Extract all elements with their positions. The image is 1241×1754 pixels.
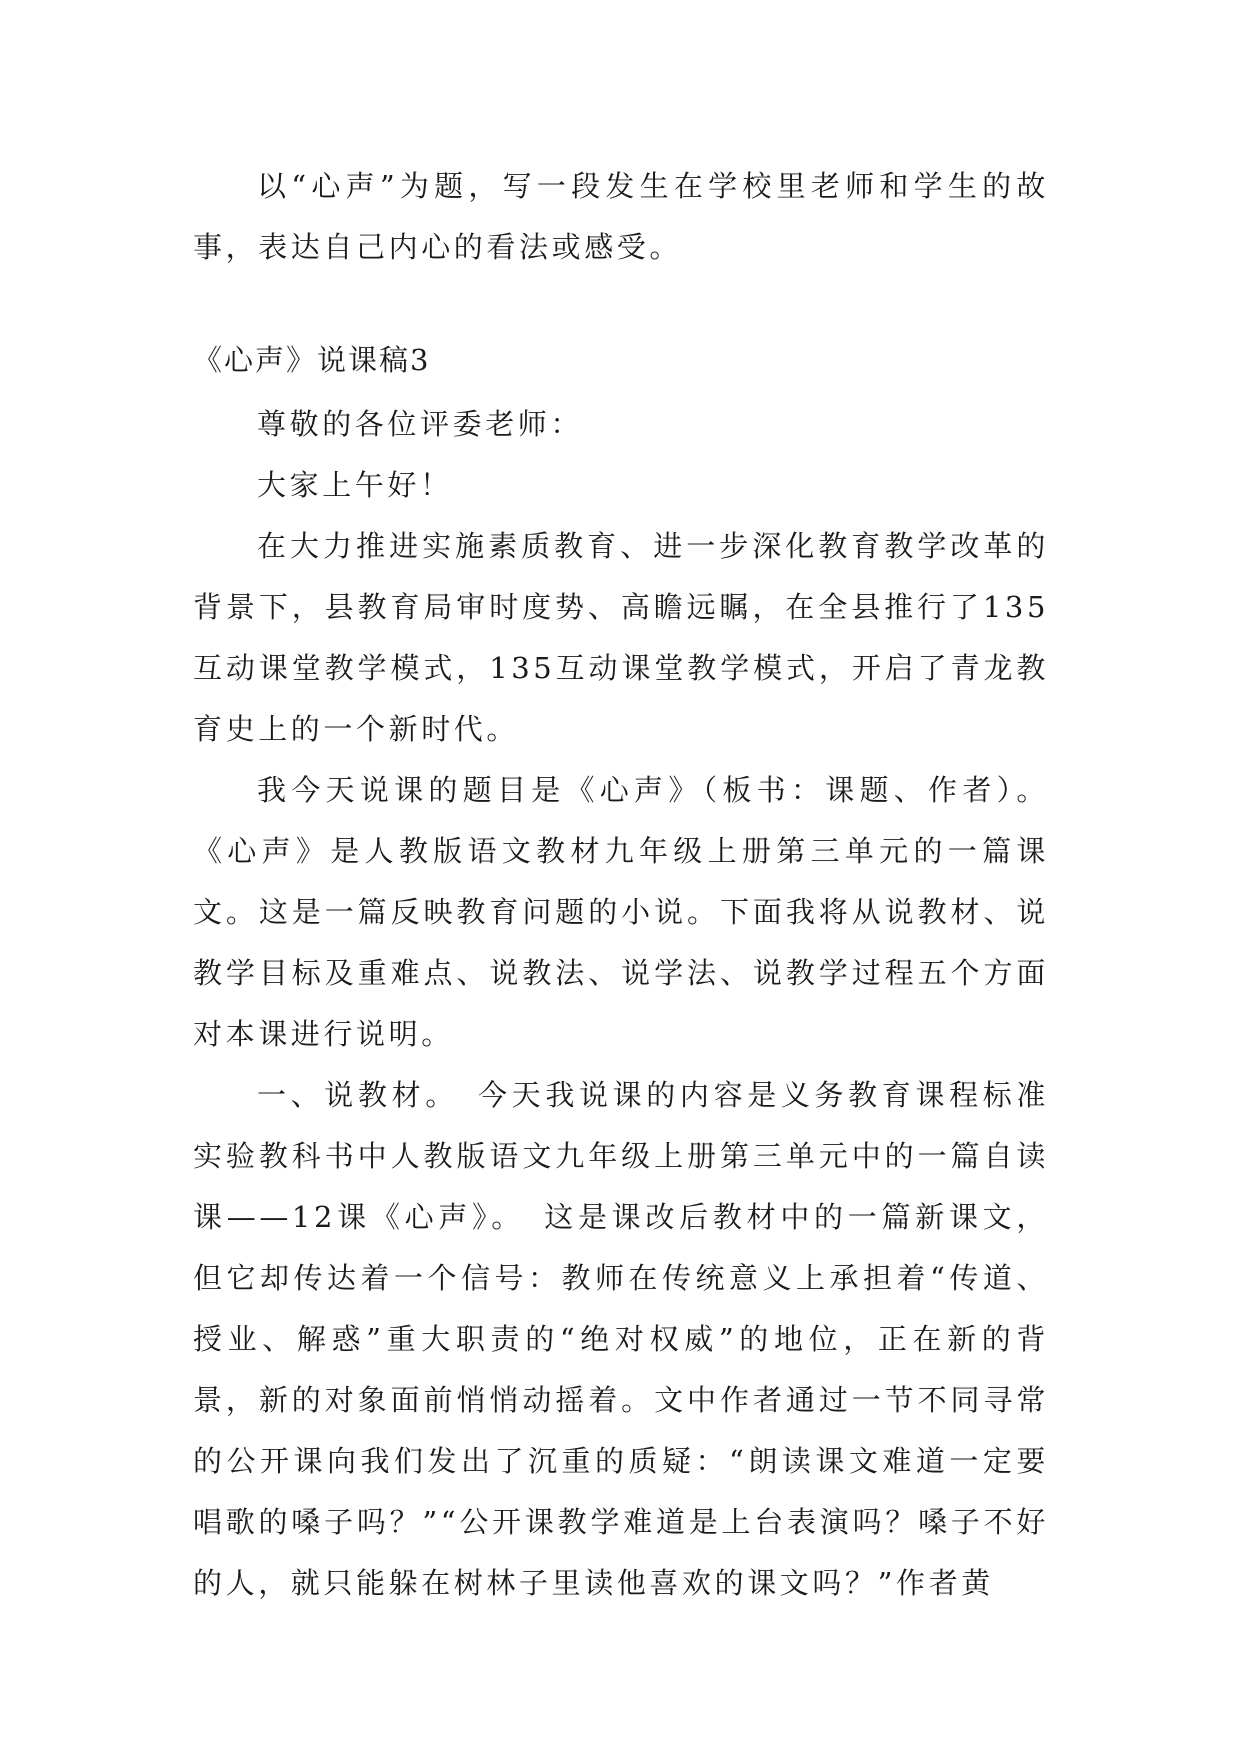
section-body <box>193 394 1049 1614</box>
salutation-paragraph: 尊敬的各位评委老师： <box>257 407 584 441</box>
intro-paragraph: 以“心声”为题，写一段发生在学校里老师和学生的故事，表达自己内心的看法或感受。 <box>193 169 1049 264</box>
section-title: 《心声》说课稿3 <box>193 343 431 377</box>
topic-paragraph: 我今天说课的题目是《心声》（板书：课题、作者）。《心声》是人教版语文教材九年级上册第三单元的一篇课文。这是一篇反映教育问题的小说。下面我将从说教材、说教学目标及重难点、说教法、说学法、说教学过程五个方面对本课进行说明。 <box>193 773 1049 1051</box>
background-paragraph: 在大力推进实施素质教育、进一步深化教育教学改革的背景下，县教育局审时度势、高瞻远瞩，在全县推行了135互动课堂教学模式，135互动课堂教学模式，开启了青龙教育史上的一个新时代。 <box>193 529 1049 746</box>
intro-block <box>193 156 1049 278</box>
greeting-paragraph: 大家上午好！ <box>257 468 453 502</box>
textbook-paragraph: 一、说教材。 今天我说课的内容是义务教育课程标准实验教科书中人教版语文九年级上册第三单元中的一篇自读课——12课《心声》。 这是课改后教材中的一篇新课文，但它却传达着一个信号：教师在传统意义上承担着“传道、授业、解惑”重大职责的“绝对权威”的地位，正在新的背景，新的对象面前悄悄动摇着。文中作者通过一节不同寻常的公开课向我们发出了沉重的质疑：“朗读课文难道一定要唱歌的嗓子吗？”“公开课教学难道是上台表演吗？嗓子不好的人，就只能躲在树林子里读他喜欢的课文吗？”作者黄 <box>193 1078 1049 1600</box>
